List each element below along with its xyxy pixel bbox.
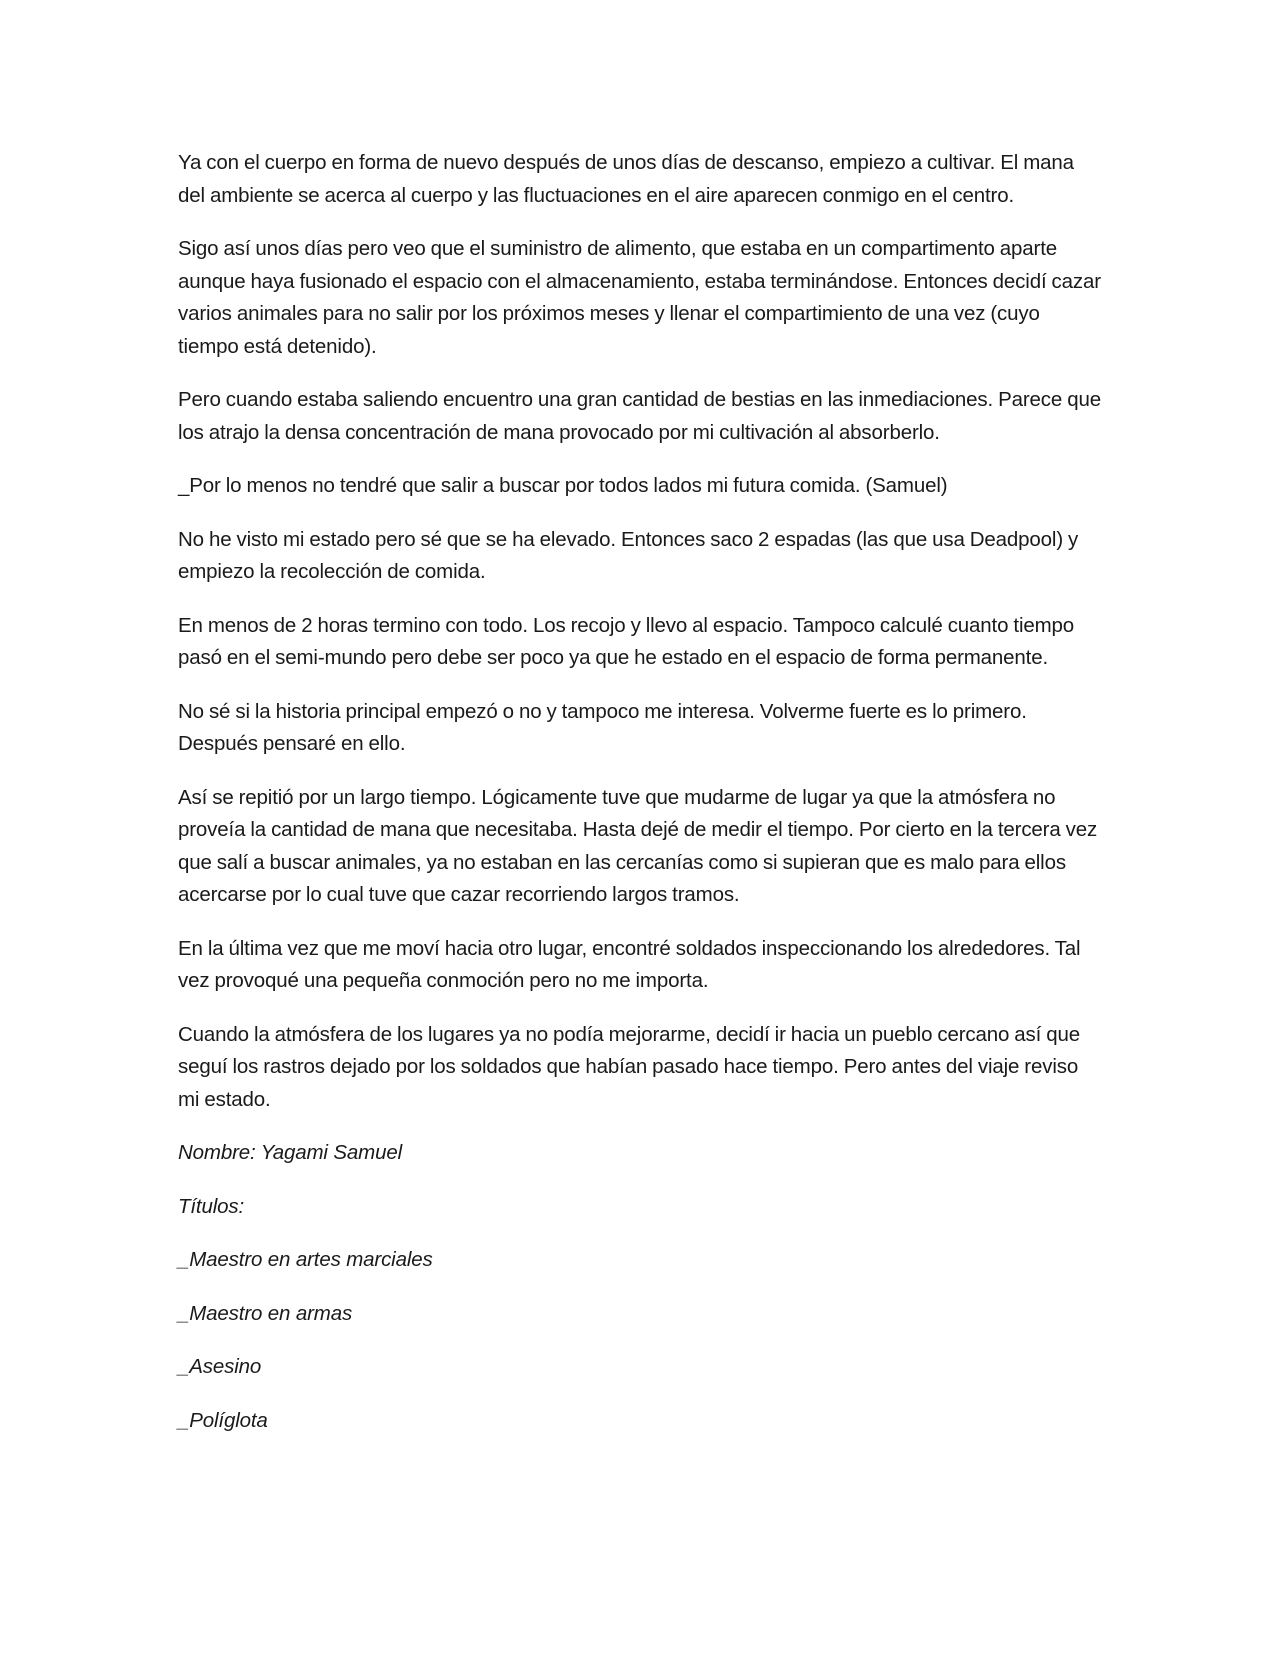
status-title-item: _Políglota bbox=[178, 1408, 268, 1432]
paragraph-7: No sé si la historia principal empezó o no y tampoco me interesa. Volverme fuerte es lo primero. Después pensaré en ello. bbox=[178, 699, 1027, 755]
paragraph-5: No he visto mi estado pero sé que se ha elevado. Entonces saco 2 espadas (las que usa Deadpool) y empiezo la recolección de comida. bbox=[178, 527, 1079, 583]
paragraph-9: En la última vez que me moví hacia otro lugar, encontré soldados inspeccionando los alrededores. Tal vez provoqué una pequeña conmoción pero no me importa. bbox=[178, 936, 1081, 992]
status-title-item: _Asesino bbox=[178, 1355, 262, 1378]
paragraph-2: Sigo así unos días pero veo que el suministro de alimento, que estaba en un compartimento aparte aunque haya fusionado el espacio con el almacenamiento, estaba terminándose. Entonces decidí cazar varios animales para no salir por los próximos meses y llenar el compartimiento de una vez (cuyo tiempo está detenido). bbox=[178, 237, 1101, 358]
status-titles-label: Títulos: bbox=[178, 1194, 245, 1218]
paragraph-4-dialogue: _Por lo menos no tendré que salir a buscar por todos lados mi futura comida. (Samuel) bbox=[178, 474, 948, 497]
paragraph-8: Así se repitió por un largo tiempo. Lógicamente tuve que mudarme de lugar ya que la atmósfera no proveía la cantidad de mana que necesitaba. Hasta dejé de medir el tiempo. Por cierto en la tercera vez que salí a buscar animales, ya no estaban en las cercanías como si supieran que es malo para ellos acercarse por lo cual tuve que cazar recorriendo largos tramos. bbox=[178, 785, 1098, 906]
document-body bbox=[178, 147, 1104, 1458]
paragraph-6: En menos de 2 horas termino con todo. Los recojo y llevo al espacio. Tampoco calculé cuanto tiempo pasó en el semi-mundo pero debe ser poco ya que he estado en el espacio de forma permanente. bbox=[178, 613, 1075, 669]
paragraph-10: Cuando la atmósfera de los lugares ya no podía mejorarme, decidí ir hacia un pueblo cercano así que seguí los rastros dejado por los soldados que habían pasado hace tiempo. Pero antes del viaje reviso mi estado. bbox=[178, 1022, 1080, 1111]
status-title-item: _Maestro en artes marciales bbox=[178, 1248, 433, 1271]
paragraph-3: Pero cuando estaba saliendo encuentro una gran cantidad de bestias en las inmediaciones. Parece que los atrajo la densa concentración de mana provocado por mi cultivación al absorberlo. bbox=[178, 388, 1101, 444]
paragraph-1: Ya con el cuerpo en forma de nuevo después de unos días de descanso, empiezo a cultivar. El mana del ambiente se acerca al cuerpo y las fluctuaciones en el aire aparecen conmigo en el centro. bbox=[178, 151, 1074, 207]
status-title-item: _Maestro en armas bbox=[178, 1301, 353, 1325]
status-name-line: Nombre: Yagami Samuel bbox=[178, 1141, 402, 1164]
